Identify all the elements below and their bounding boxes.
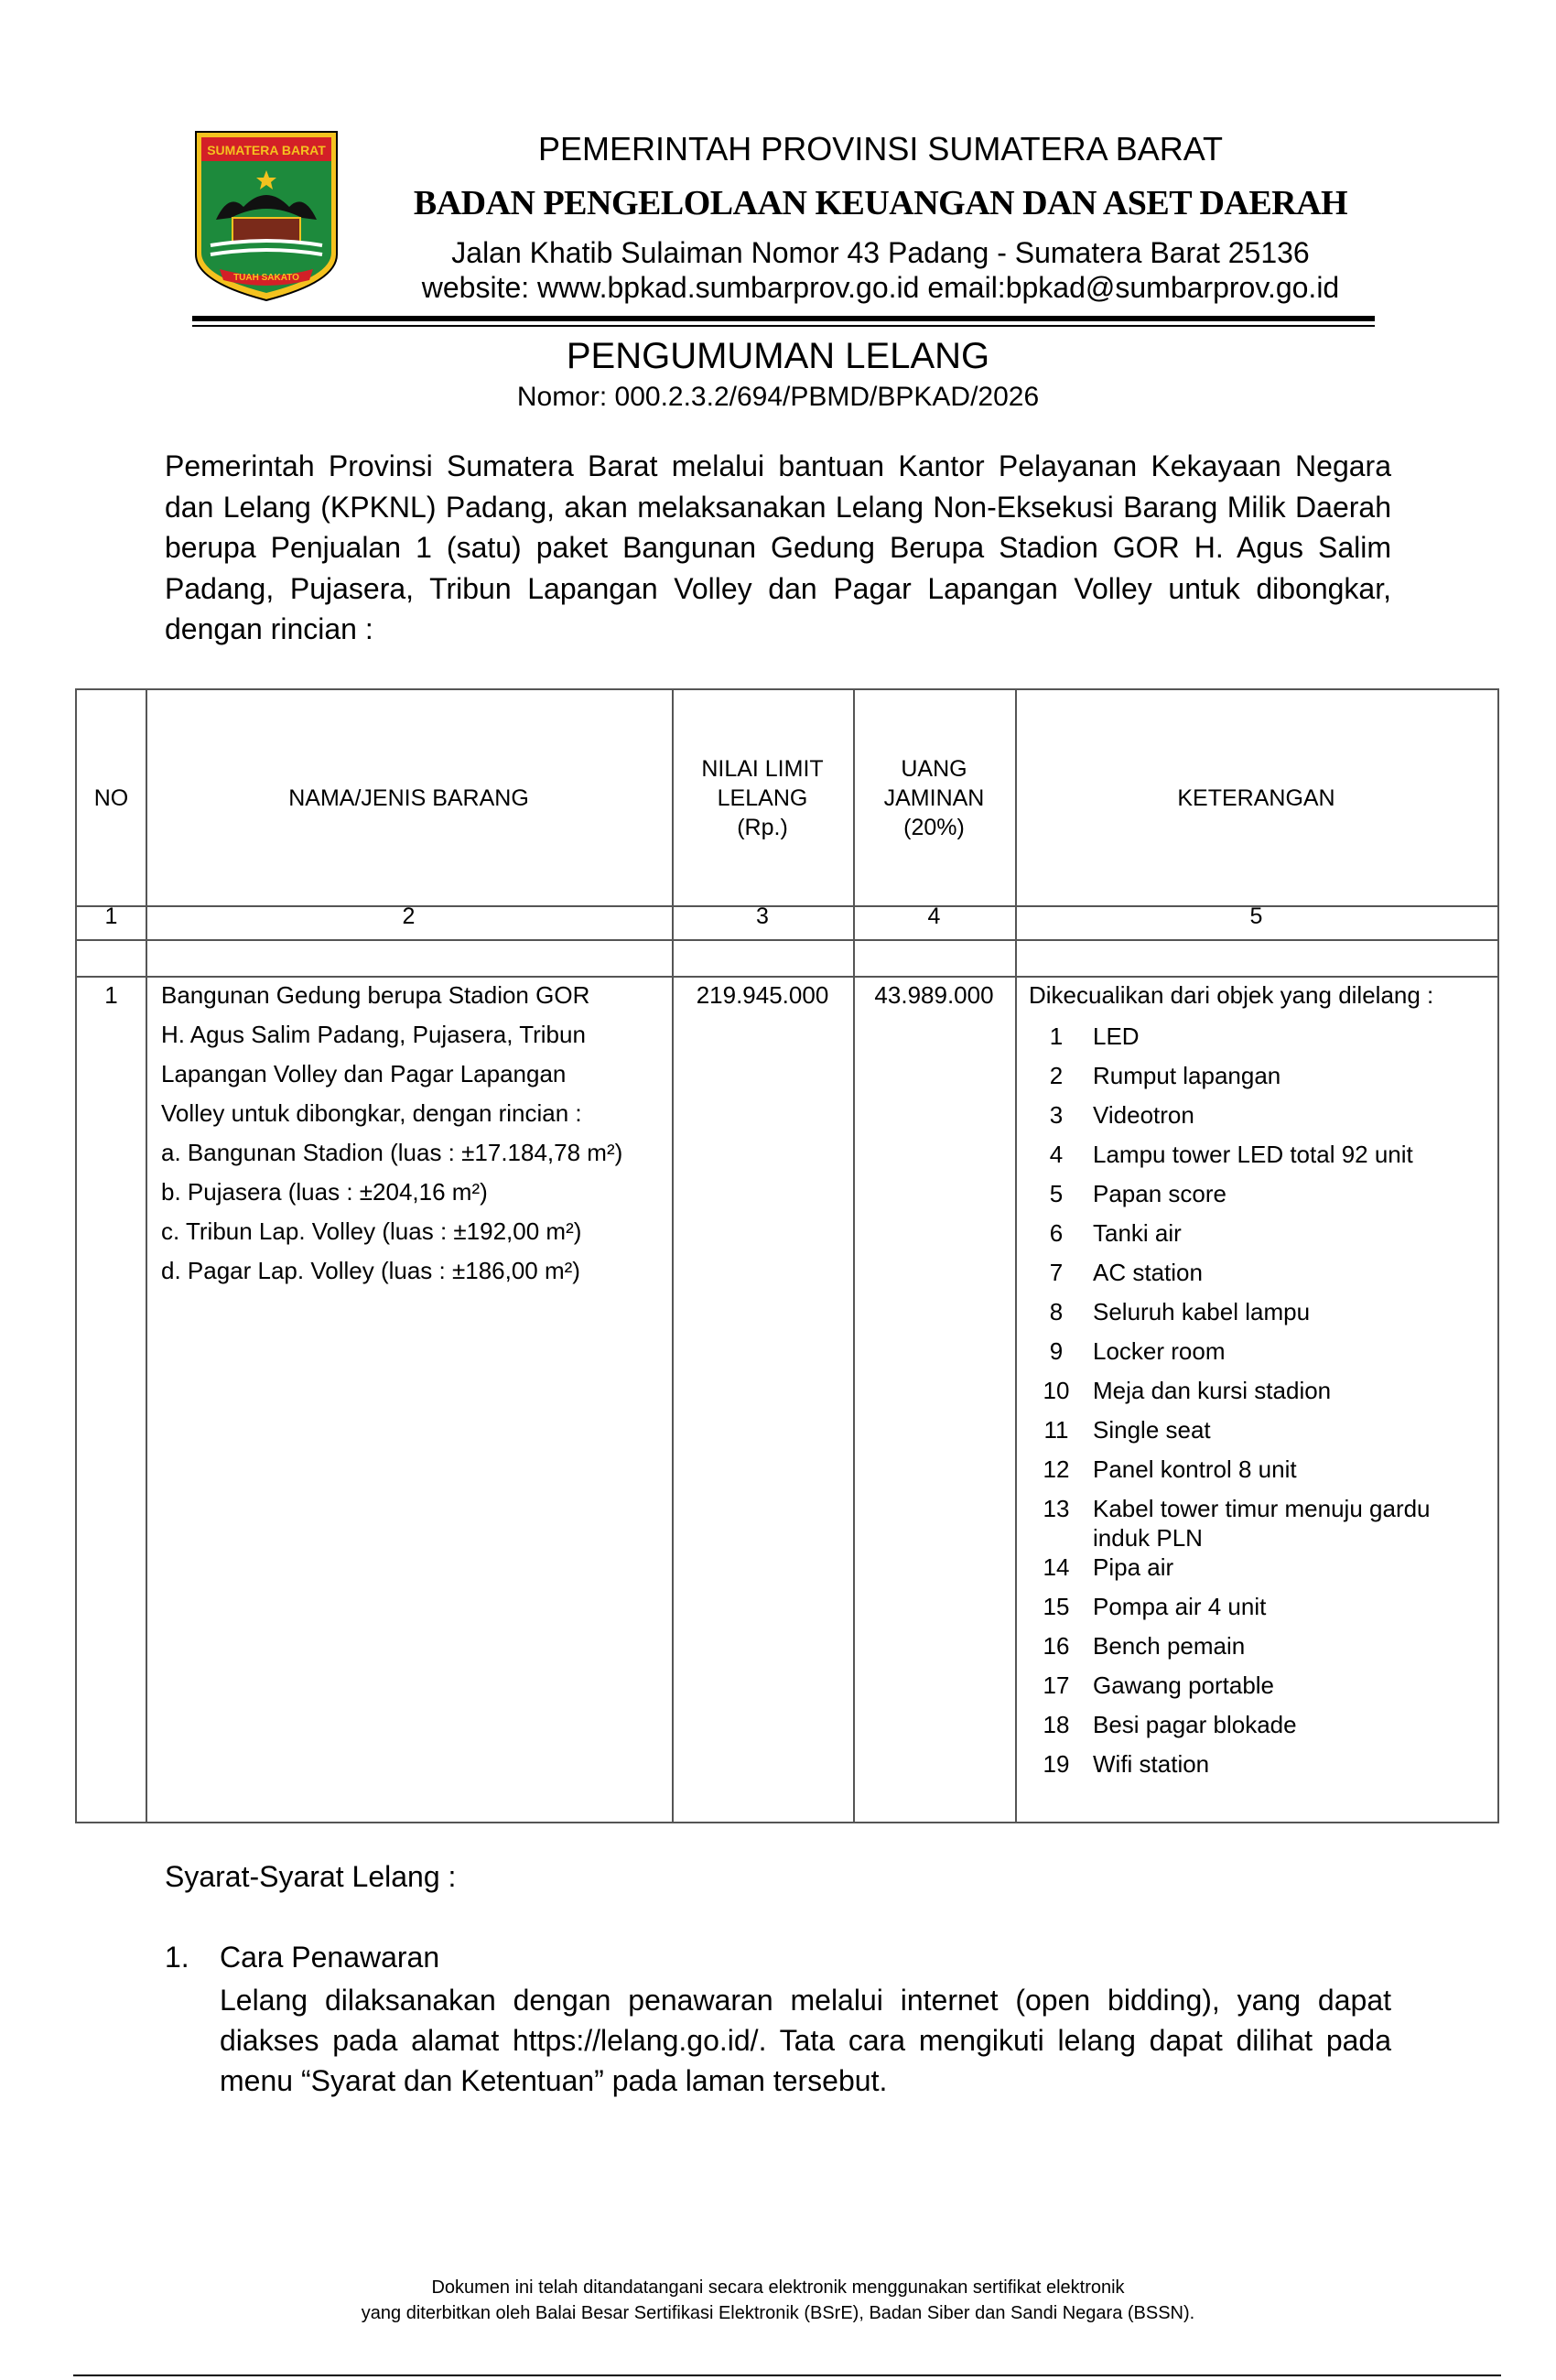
excluded-item-text: AC station bbox=[1093, 1259, 1203, 1286]
header-divider-thick bbox=[192, 316, 1375, 321]
item-description-line: c. Tribun Lap. Volley (luas : ±192,00 m²) bbox=[161, 1217, 582, 1245]
excluded-item-number: 9 bbox=[1049, 1337, 1064, 1365]
excluded-item-number: 19 bbox=[1043, 1750, 1070, 1778]
excluded-item-text: Meja dan kursi stadion bbox=[1093, 1377, 1332, 1404]
excluded-item-number: 13 bbox=[1043, 1495, 1070, 1522]
excluded-item-number: 3 bbox=[1049, 1101, 1064, 1129]
header-limit-line: NILAI LIMIT bbox=[701, 755, 824, 782]
excluded-item-text: LED bbox=[1093, 1022, 1140, 1050]
footer-divider bbox=[73, 2375, 1501, 2376]
excluded-item-text: Single seat bbox=[1093, 1416, 1211, 1444]
item-description bbox=[161, 976, 622, 1291]
announcement-title: PENGUMUMAN LELANG bbox=[566, 336, 990, 376]
excluded-item-number: 8 bbox=[1049, 1298, 1064, 1325]
row-divider bbox=[77, 939, 1497, 941]
excluded-item-number: 4 bbox=[1049, 1141, 1064, 1168]
column-number: 4 bbox=[927, 903, 941, 929]
header-limit-line: (Rp.) bbox=[737, 814, 788, 840]
excluded-item-number: 2 bbox=[1049, 1062, 1064, 1089]
column-number: 3 bbox=[756, 903, 769, 929]
excluded-item-text: Gawang portable bbox=[1093, 1671, 1275, 1699]
excluded-item-text: Wifi station bbox=[1093, 1750, 1210, 1778]
auction-table bbox=[75, 688, 1499, 1823]
excluded-item-number: 17 bbox=[1043, 1671, 1070, 1699]
excluded-item-number: 1 bbox=[1049, 1022, 1064, 1050]
agency-name: BADAN PENGELOLAAN KEUANGAN DAN ASET DAERAH bbox=[413, 184, 1348, 222]
excluded-item-number: 10 bbox=[1043, 1377, 1070, 1404]
excluded-item-number: 16 bbox=[1043, 1632, 1070, 1660]
excluded-item-number: 6 bbox=[1049, 1219, 1064, 1247]
excluded-item-text: Lampu tower LED total 92 unit bbox=[1093, 1141, 1413, 1168]
announcement-number: Nomor: 000.2.3.2/694/PBMD/BPKAD/2026 bbox=[516, 382, 1040, 412]
excluded-item-text: Pipa air bbox=[1093, 1553, 1174, 1581]
header-name: NAMA/JENIS BARANG bbox=[288, 784, 529, 811]
excluded-item-text: Besi pagar blokade bbox=[1093, 1711, 1297, 1738]
excluded-item-text: Panel kontrol 8 unit bbox=[1093, 1455, 1297, 1483]
term-heading: Cara Penawaran bbox=[220, 1941, 440, 1974]
column-number: 2 bbox=[402, 903, 416, 929]
emblem-ribbon-text: TUAH SAKATO bbox=[233, 273, 299, 283]
header-no: NO bbox=[93, 784, 129, 811]
signature-notice-line: Dokumen ini telah ditandatangani secara elektronik menggunakan sertifikat elektronik bbox=[431, 2277, 1125, 2298]
excluded-item-text: Videotron bbox=[1093, 1101, 1194, 1129]
signature-notice bbox=[0, 2275, 1556, 2326]
provincial-emblem-icon bbox=[192, 128, 340, 304]
header-deposit-line: JAMINAN bbox=[883, 784, 985, 811]
excluded-item-number: 5 bbox=[1049, 1180, 1064, 1207]
terms-title: Syarat-Syarat Lelang : bbox=[165, 1860, 457, 1893]
item-description-line: H. Agus Salim Padang, Pujasera, Tribun bbox=[161, 1021, 586, 1048]
government-name: PEMERINTAH PROVINSI SUMATERA BARAT bbox=[537, 130, 1224, 168]
agency-contact: website: www.bpkad.sumbarprov.go.id email:bpkad@sumbarprov.go.id bbox=[421, 271, 1340, 304]
term-body: Lelang dilaksanakan dengan penawaran melalui internet (open bidding), yang dapat diakses pada alamat https://lelang.go.id/. Tata cara mengikuti lelang dapat dilihat pada menu “Syarat dan Ketentuan” pada laman tersebut. bbox=[220, 1984, 1391, 2097]
header-deposit bbox=[853, 690, 1015, 905]
header-limit bbox=[672, 690, 853, 905]
header-deposit-line: (20%) bbox=[903, 814, 965, 840]
header-deposit-line: UANG bbox=[901, 755, 967, 782]
column-number: 1 bbox=[104, 903, 118, 929]
excluded-item-number: 12 bbox=[1043, 1455, 1070, 1483]
row-number: 1 bbox=[104, 981, 118, 1009]
signature-notice-line: yang diterbitkan oleh Balai Besar Sertifikasi Elektronik (BSrE), Badan Siber dan Sandi Negara (BSSN). bbox=[361, 2303, 1195, 2323]
excluded-item-text: Kabel tower timur menuju gardu induk PLN bbox=[1093, 1495, 1431, 1552]
item-description-line: Lapangan Volley dan Pagar Lapangan bbox=[161, 1060, 567, 1087]
excluded-item-number: 18 bbox=[1043, 1711, 1070, 1738]
header-remarks: KETERANGAN bbox=[1177, 784, 1335, 811]
excluded-item-text: Tanki air bbox=[1093, 1219, 1182, 1247]
header-divider-thin bbox=[192, 325, 1375, 327]
limit-value: 219.945.000 bbox=[696, 981, 829, 1009]
item-description-line: b. Pujasera (luas : ±204,16 m²) bbox=[161, 1178, 488, 1206]
item-description-line: Volley untuk dibongkar, dengan rincian : bbox=[161, 1099, 582, 1127]
term-number: 1. bbox=[165, 1941, 189, 1974]
emblem-top-text: SUMATERA BARAT bbox=[207, 143, 326, 157]
remarks-intro: Dikecualikan dari objek yang dilelang : bbox=[1029, 981, 1434, 1009]
intro-paragraph: Pemerintah Provinsi Sumatera Barat melalui bantuan Kantor Pelayanan Kekayaan Negara dan Lelang (KPKNL) Padang, akan melaksanakan Lelang Non-Eksekusi Barang Milik Daerah berupa Penjualan 1 (satu) paket Bangunan Gedung Berupa Stadion GOR H. Agus Salim Padang, Pujasera, Tribun Lapangan Volley dan Pagar Lapangan Volley untuk dibongkar, dengan rincian : bbox=[165, 449, 1391, 645]
excluded-item-text: Seluruh kabel lampu bbox=[1093, 1298, 1311, 1325]
excluded-item-number: 15 bbox=[1043, 1593, 1070, 1620]
excluded-item-text: Pompa air 4 unit bbox=[1093, 1593, 1267, 1620]
deposit-value: 43.989.000 bbox=[874, 981, 994, 1009]
excluded-item-number: 11 bbox=[1043, 1416, 1069, 1444]
excluded-item-text: Bench pemain bbox=[1093, 1632, 1246, 1660]
excluded-item-text: Papan score bbox=[1093, 1180, 1226, 1207]
item-description-line: a. Bangunan Stadion (luas : ±17.184,78 m²) bbox=[161, 1139, 623, 1166]
excluded-item-number: 14 bbox=[1043, 1553, 1070, 1581]
excluded-item-number: 7 bbox=[1049, 1259, 1064, 1286]
excluded-item-text: Rumput lapangan bbox=[1093, 1062, 1281, 1089]
header-limit-line: LELANG bbox=[717, 784, 808, 811]
item-description-line: d. Pagar Lap. Volley (luas : ±186,00 m²) bbox=[161, 1257, 580, 1284]
agency-address: Jalan Khatib Sulaiman Nomor 43 Padang - Sumatera Barat 25136 bbox=[451, 236, 1310, 269]
item-description-line: Bangunan Gedung berupa Stadion GOR bbox=[161, 981, 590, 1009]
column-number: 5 bbox=[1249, 903, 1263, 929]
excluded-item-text: Locker room bbox=[1093, 1337, 1226, 1365]
